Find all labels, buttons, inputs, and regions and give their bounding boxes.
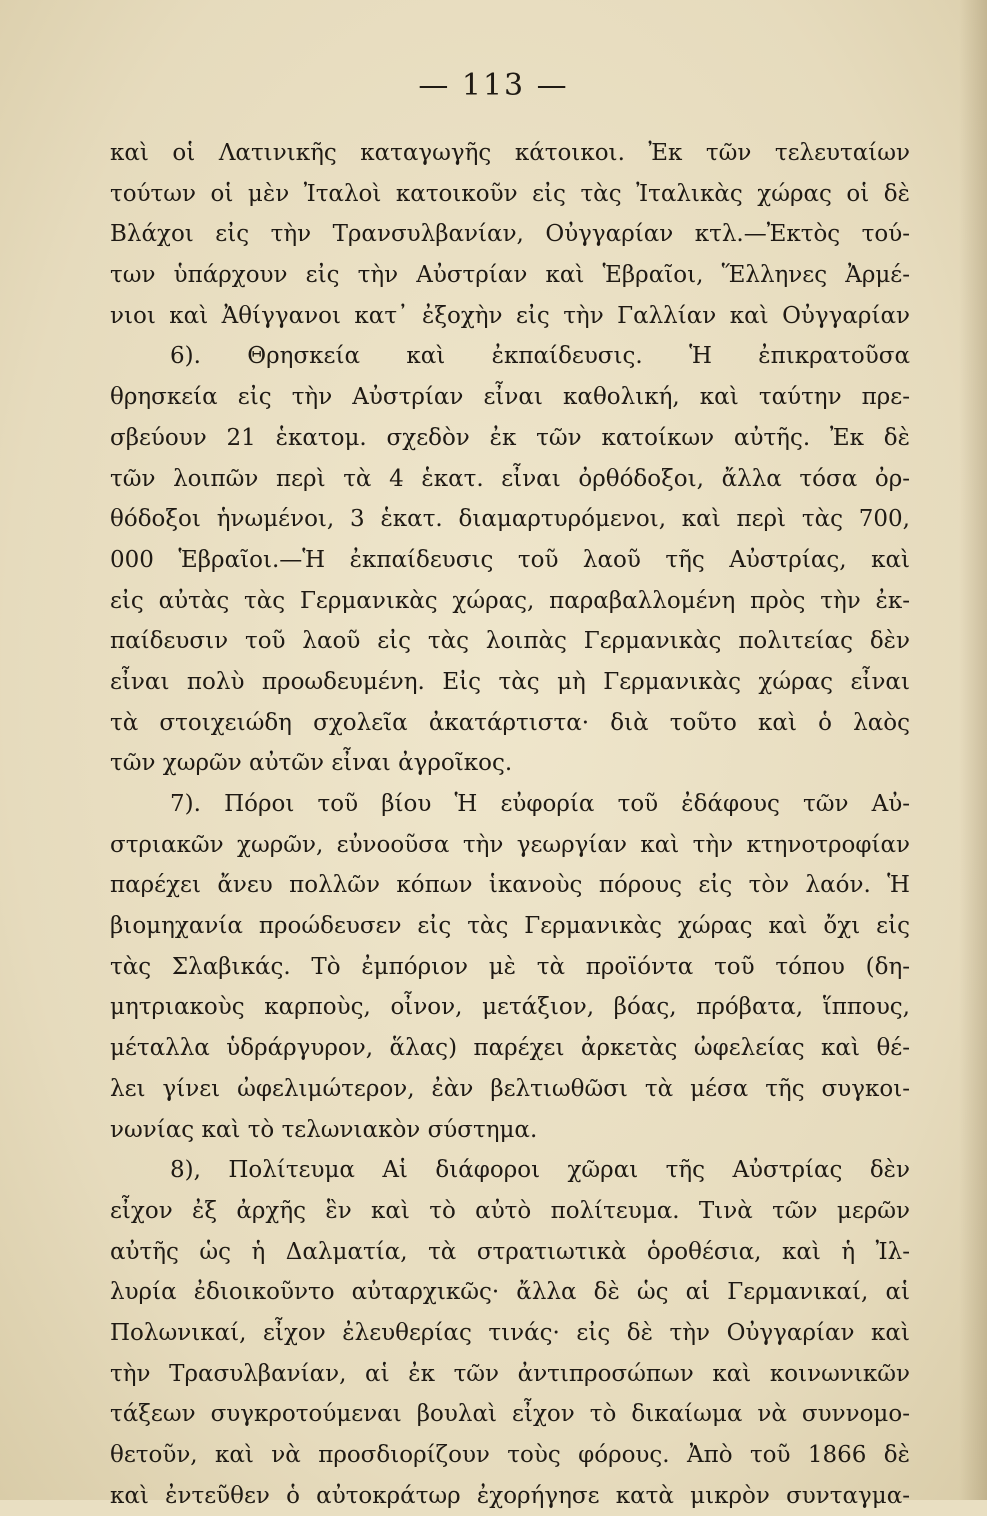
text-line: παίδευσιν τοῦ λαοῦ εἰς τὰς λοιπὰς Γερμανικὰς πολιτείας δὲν: [110, 628, 910, 655]
text-line: καὶ ἐντεῦθεν ὁ αὐτοκράτωρ ἐχορήγησε κατὰ μικρὸν συνταγμα-: [110, 1482, 910, 1509]
text-line: τὰ στοιχειώδη σχολεῖα ἀκατάρτιστα· διὰ τοῦτο καὶ ὁ λαὸς: [110, 709, 910, 736]
text-line: λυρία ἐδιοικοῦντο αὐταρχικῶς· ἄλλα δὲ ὡς αἱ Γερμανικαί, αἱ: [110, 1279, 910, 1306]
text-line: βιομηχανία προώδευσεν εἰς τὰς Γερμανικὰς χώρας καὶ ὄχι εἰς: [110, 913, 910, 940]
text-line: τῶν λοιπῶν περὶ τὰ 4 ἑκατ. εἶναι ὀρθόδοξοι, ἄλλα τόσα ὀρ-: [110, 465, 910, 492]
text-line: σβεύουν 21 ἑκατομ. σχεδὸν ἐκ τῶν κατοίκων αὐτῆς. Ἐκ δὲ: [110, 424, 910, 451]
text-line: τὰς Σλαβικάς. Τὸ ἐμπόριον μὲ τὰ προϊόντα τοῦ τόπου (δη-: [110, 953, 910, 980]
text-line: Βλάχοι εἰς τὴν Τρανσυλβανίαν, Οὐγγαρίαν κτλ.—Ἐκτὸς τού-: [110, 221, 910, 248]
text-line: νιοι καὶ Ἀθίγγανοι κατ᾽ ἐξοχὴν εἰς τὴν Γαλλίαν καὶ Οὐγγαρίαν: [110, 302, 910, 329]
text-line: 000 Ἑβραῖοι.—Ἡ ἐκπαίδευσις τοῦ λαοῦ τῆς Αὐστρίας, καὶ: [110, 546, 910, 573]
text-line: εἶναι πολὺ προωδευμένη. Εἰς τὰς μὴ Γερμανικὰς χώρας εἶναι: [110, 668, 910, 695]
text-line: Πολωνικαί, εἶχον ἐλευθερίας τινάς· εἰς δὲ τὴν Οὐγγαρίαν καὶ: [110, 1319, 910, 1346]
text-line: τὴν Τρασυλβανίαν, αἱ ἐκ τῶν ἀντιπροσώπων καὶ κοινωνικῶν: [110, 1360, 910, 1387]
text-line: μητριακοὺς καρποὺς, οἶνον, μετάξιον, βόας, πρόβατα, ἵππους,: [110, 994, 910, 1021]
text-line: νωνίας καὶ τὸ τελωνιακὸν σύστημα.: [110, 1116, 538, 1143]
text-line: αὐτῆς ὡς ἡ Δαλματία, τὰ στρατιωτικὰ ὁροθέσια, καὶ ἡ Ἰλ-: [110, 1238, 910, 1265]
text-line: στριακῶν χωρῶν, εὐνοοῦσα τὴν γεωργίαν καὶ τὴν κτηνοτροφίαν: [110, 831, 910, 858]
text-line: εἶχον ἐξ ἀρχῆς ἓν καὶ τὸ αὐτὸ πολίτευμα. Τινὰ τῶν μερῶν: [110, 1197, 910, 1224]
text-line: τάξεων συγκροτούμεναι βουλαὶ εἶχον τὸ δικαίωμα νὰ συννομο-: [110, 1401, 910, 1428]
text-line: παρέχει ἄνευ πολλῶν κόπων ἱκανοὺς πόρους εἰς τὸν λαόν. Ἡ: [110, 872, 910, 899]
page-edge-shadow: [959, 0, 987, 1500]
body-text: [110, 133, 910, 1516]
text-line: λει γίνει ὠφελιμώτερον, ἐὰν βελτιωθῶσι τὰ μέσα τῆς συγκοι-: [110, 1075, 910, 1102]
text-line: 7). Πόροι τοῦ βίου Ἡ εὐφορία τοῦ ἐδάφους τῶν Αὐ-: [170, 791, 910, 817]
text-line: 6). Θρησκεία καὶ ἐκπαίδευσις. Ἡ ἐπικρατοῦσα: [170, 343, 910, 370]
text-line: των ὑπάρχουν εἰς τὴν Αὐστρίαν καὶ Ἑβραῖοι, Ἕλληνες Ἀρμέ-: [110, 262, 910, 289]
text-line: θόδοξοι ἡνωμένοι, 3 ἑκατ. διαμαρτυρόμενοι, καὶ περὶ τὰς 700,: [110, 506, 910, 533]
text-line: θετοῦν, καὶ νὰ προσδιορίζουν τοὺς φόρους. Ἀπὸ τοῦ 1866 δὲ: [110, 1442, 910, 1468]
text-line: 8), Πολίτευμα Αἱ διάφοροι χῶραι τῆς Αὐστρίας δὲν: [170, 1157, 910, 1184]
text-line: τούτων οἱ μὲν Ἰταλοὶ κατοικοῦν εἰς τὰς Ἰταλικὰς χώρας οἱ δὲ: [110, 180, 910, 207]
text-line: θρησκεία εἰς τὴν Αὐστρίαν εἶναι καθολική, καὶ ταύτην πρε-: [110, 384, 910, 411]
text-line: εἰς αὐτὰς τὰς Γερμανικὰς χώρας, παραβαλλομένη πρὸς τὴν ἐκ-: [110, 587, 910, 614]
text-line: μέταλλα ὑδράργυρον, ἅλας) παρέχει ἀρκετὰς ὠφελείας καὶ θέ-: [110, 1035, 910, 1062]
text-line: καὶ οἱ Λατινικῆς καταγωγῆς κάτοικοι. Ἐκ τῶν τελευταίων: [110, 140, 910, 166]
page-number: — 113 —: [418, 68, 569, 103]
text-line: τῶν χωρῶν αὐτῶν εἶναι ἀγροῖκος.: [110, 750, 513, 777]
